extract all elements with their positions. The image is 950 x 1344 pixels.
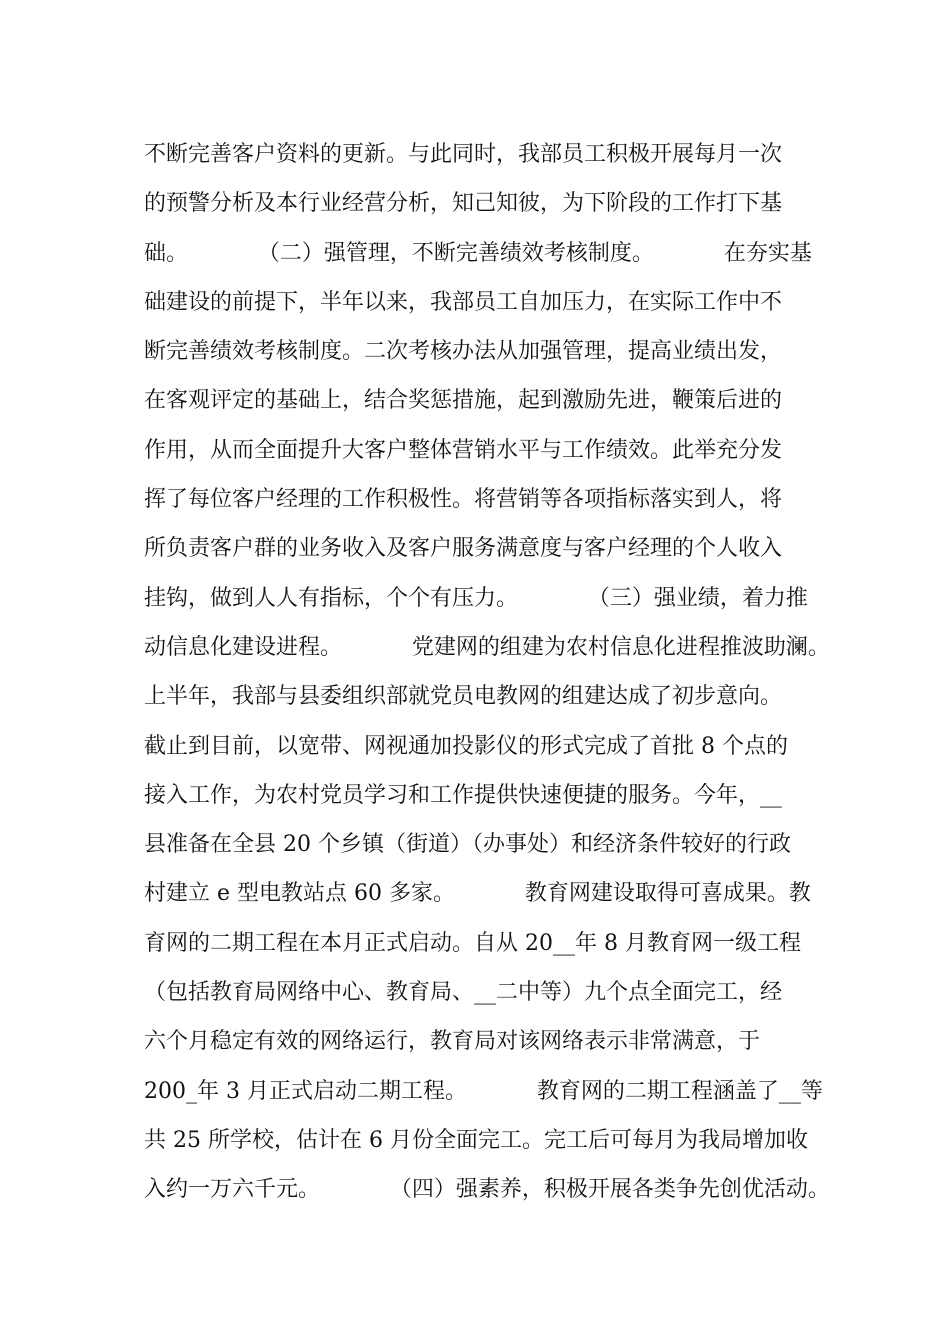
text-line: 的预警分析及本行业经营分析，知己知彼，为下阶段的工作打下基 (144, 191, 783, 217)
text-line: 础。 （二）强管理，不断完善绩效考核制度。 在夯实基 (144, 240, 812, 266)
text-line: 所负责客户群的业务收入及客户服务满意度与客户经理的个人收入 (144, 536, 783, 562)
text-line: 在客观评定的基础上，结合奖惩措施，起到激励先进，鞭策后进的 (144, 388, 783, 414)
text-line: 200_年 3 月正式启动二期工程。 教育网的二期工程涵盖了__等 (144, 1078, 823, 1104)
body-text (144, 130, 844, 1215)
text-line: 作用，从而全面提升大客户整体营销水平与工作绩效。此举充分发 (144, 437, 783, 463)
text-line: 挥了每位客户经理的工作积极性。将营销等各项指标落实到人，将 (144, 487, 783, 513)
text-line: 共 25 所学校，估计在 6 月份全面完工。完工后可每月为我局增加收 (144, 1127, 808, 1153)
text-line: 动信息化建设进程。 党建网的组建为农村信息化进程推波助澜。 (144, 634, 830, 660)
text-line: 育网的二期工程在本月正式启动。自从 20__年 8 月教育网一级工程 (144, 930, 801, 956)
text-line: 挂钩，做到人人有指标，个个有压力。 （三）强业绩，着力推 (144, 585, 808, 611)
text-line: （包括教育局网络中心、教育局、__二中等）九个点全面完工，经 (144, 980, 783, 1006)
text-line: 上半年，我部与县委组织部就党员电教网的组建达成了初步意向。 (144, 684, 783, 710)
text-line: 础建设的前提下，半年以来，我部员工自加压力，在实际工作中不 (144, 289, 783, 315)
text-line: 入约一万六千元。 （四）强素养，积极开展各类争先创优活动。 (144, 1177, 830, 1203)
text-line: 六个月稳定有效的网络运行，教育局对该网络表示非常满意，于 (144, 1029, 761, 1055)
text-line: 接入工作，为农村党员学习和工作提供快速便捷的服务。今年，__ (144, 782, 783, 808)
text-line: 不断完善客户资料的更新。与此同时，我部员工积极开展每月一次 (144, 142, 783, 167)
text-line: 截止到目前，以宽带、网视通加投影仪的形式完成了首批 8 个点的 (144, 733, 788, 759)
text-line: 县准备在全县 20 个乡镇（街道）（办事处）和经济条件较好的行政 (144, 832, 791, 858)
text-line: 村建立 e 型电教站点 60 多家。 教育网建设取得可喜成果。教 (144, 881, 811, 907)
text-line: 断完善绩效考核制度。二次考核办法从加强管理，提高业绩出发， (144, 339, 783, 365)
